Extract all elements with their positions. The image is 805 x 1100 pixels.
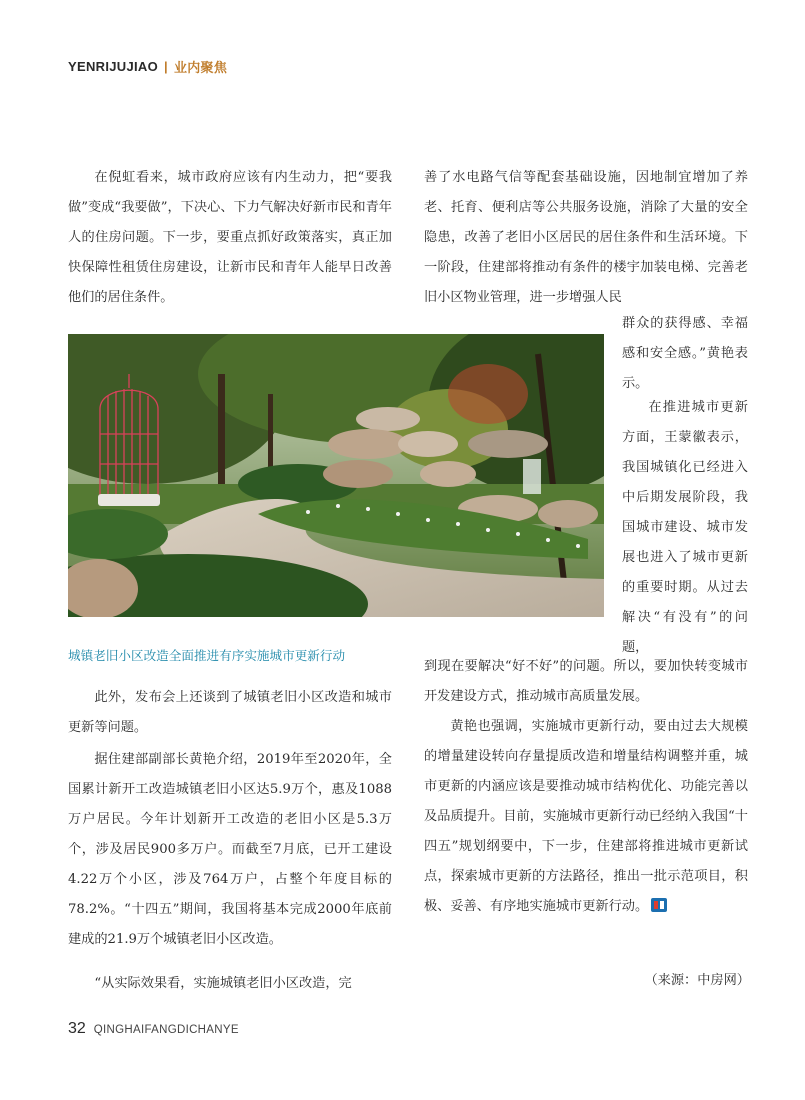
right-paragraph-3 bbox=[424, 712, 748, 922]
right-paragraph-2-wide: 到现在要解决“好不好”的问题。所以，要加快转变城市开发建设方式，推动城市高质量发展。 bbox=[424, 659, 748, 704]
page-footer bbox=[68, 1020, 239, 1038]
left-paragraph-3: 据住建部副部长黄艳介绍，2019年至2020年，全国累计新开工改造城镇老旧小区达5.9万个，惠及1088万户居民。今年计划新开工改造的老旧小区是5.3万个，涉及居民900多万户。而截至7月底，已开工建设4.22万个小区，涉及764万户，占整个年度目标的78.2%。“十四五”期间，我国将基本完成2000年底前建成的21.9万个城镇老旧小区改造。 bbox=[68, 752, 392, 947]
left-paragraph-4: “从实际效果看，实施城镇老旧小区改造，完 bbox=[94, 976, 352, 991]
column-brand: YENRIJUJIAO bbox=[68, 58, 158, 74]
magazine-name: QINGHAIFANGDICHANYE bbox=[93, 1024, 239, 1036]
left-paragraph-2: 此外，发布会上还谈到了城镇老旧小区改造和城市更新等问题。 bbox=[68, 690, 392, 735]
end-mark-icon bbox=[650, 896, 668, 914]
right-paragraph-1-top: 善了水电路气信等配套基础设施，因地制宜增加了养老、托育、便利店等公共服务设施，消除了大量的安全隐患，改善了老旧小区居民的居住条件和生活环境。下一阶段，住建部将推动有条件的楼宇加装电梯、完善老旧小区物业管理，进一步增强人民 bbox=[424, 170, 748, 305]
garden-photo bbox=[68, 334, 604, 617]
right-paragraph-1-end: 群众的获得感、幸福感和安全感。”黄艳表示。 bbox=[622, 316, 748, 391]
running-header bbox=[68, 56, 227, 76]
garden-photo-icon bbox=[68, 334, 604, 617]
right-paragraph-3-text: 黄艳也强调，实施城市更新行动，要由过去大规模的增量建设转向存量提质改造和增量结构调整并重，城市更新的内涵应该是要推动城市结构优化、功能完善以及品质提升。目前，实施城市更新行动已经纳入我国“十四五”规划纲要中，下一步，住建部将推进城市更新试点，探索城市更新的方法路径，推出一批示范项目，积极、妥善、有序地实施城市更新行动。 bbox=[424, 719, 748, 914]
source-credit: （来源：中房网） bbox=[644, 973, 750, 988]
photo-caption: 城镇老旧小区改造全面推进有序实施城市更新行动 bbox=[68, 648, 346, 663]
left-paragraph-1: 在倪虹看来，城市政府应该有内生动力，把“要我做”变成“我要做”，下决心、下力气解决好新市民和青年人的住房问题。下一步，要重点抓好政策落实，真正加快保障性租赁住房建设，让新市民和青年人能早日改善他们的居住条件。 bbox=[68, 170, 392, 305]
page-number: 32 bbox=[68, 1020, 86, 1037]
section-title: 业内聚焦 bbox=[173, 60, 228, 76]
right-paragraph-2-narrow: 在推进城市更新方面，王蒙徽表示，我国城镇化已经进入中后期发展阶段，我国城市建设、城市发展也进入了城市更新的重要时期。从过去解决“有没有”的问题， bbox=[622, 400, 748, 655]
header-divider: | bbox=[164, 58, 168, 74]
